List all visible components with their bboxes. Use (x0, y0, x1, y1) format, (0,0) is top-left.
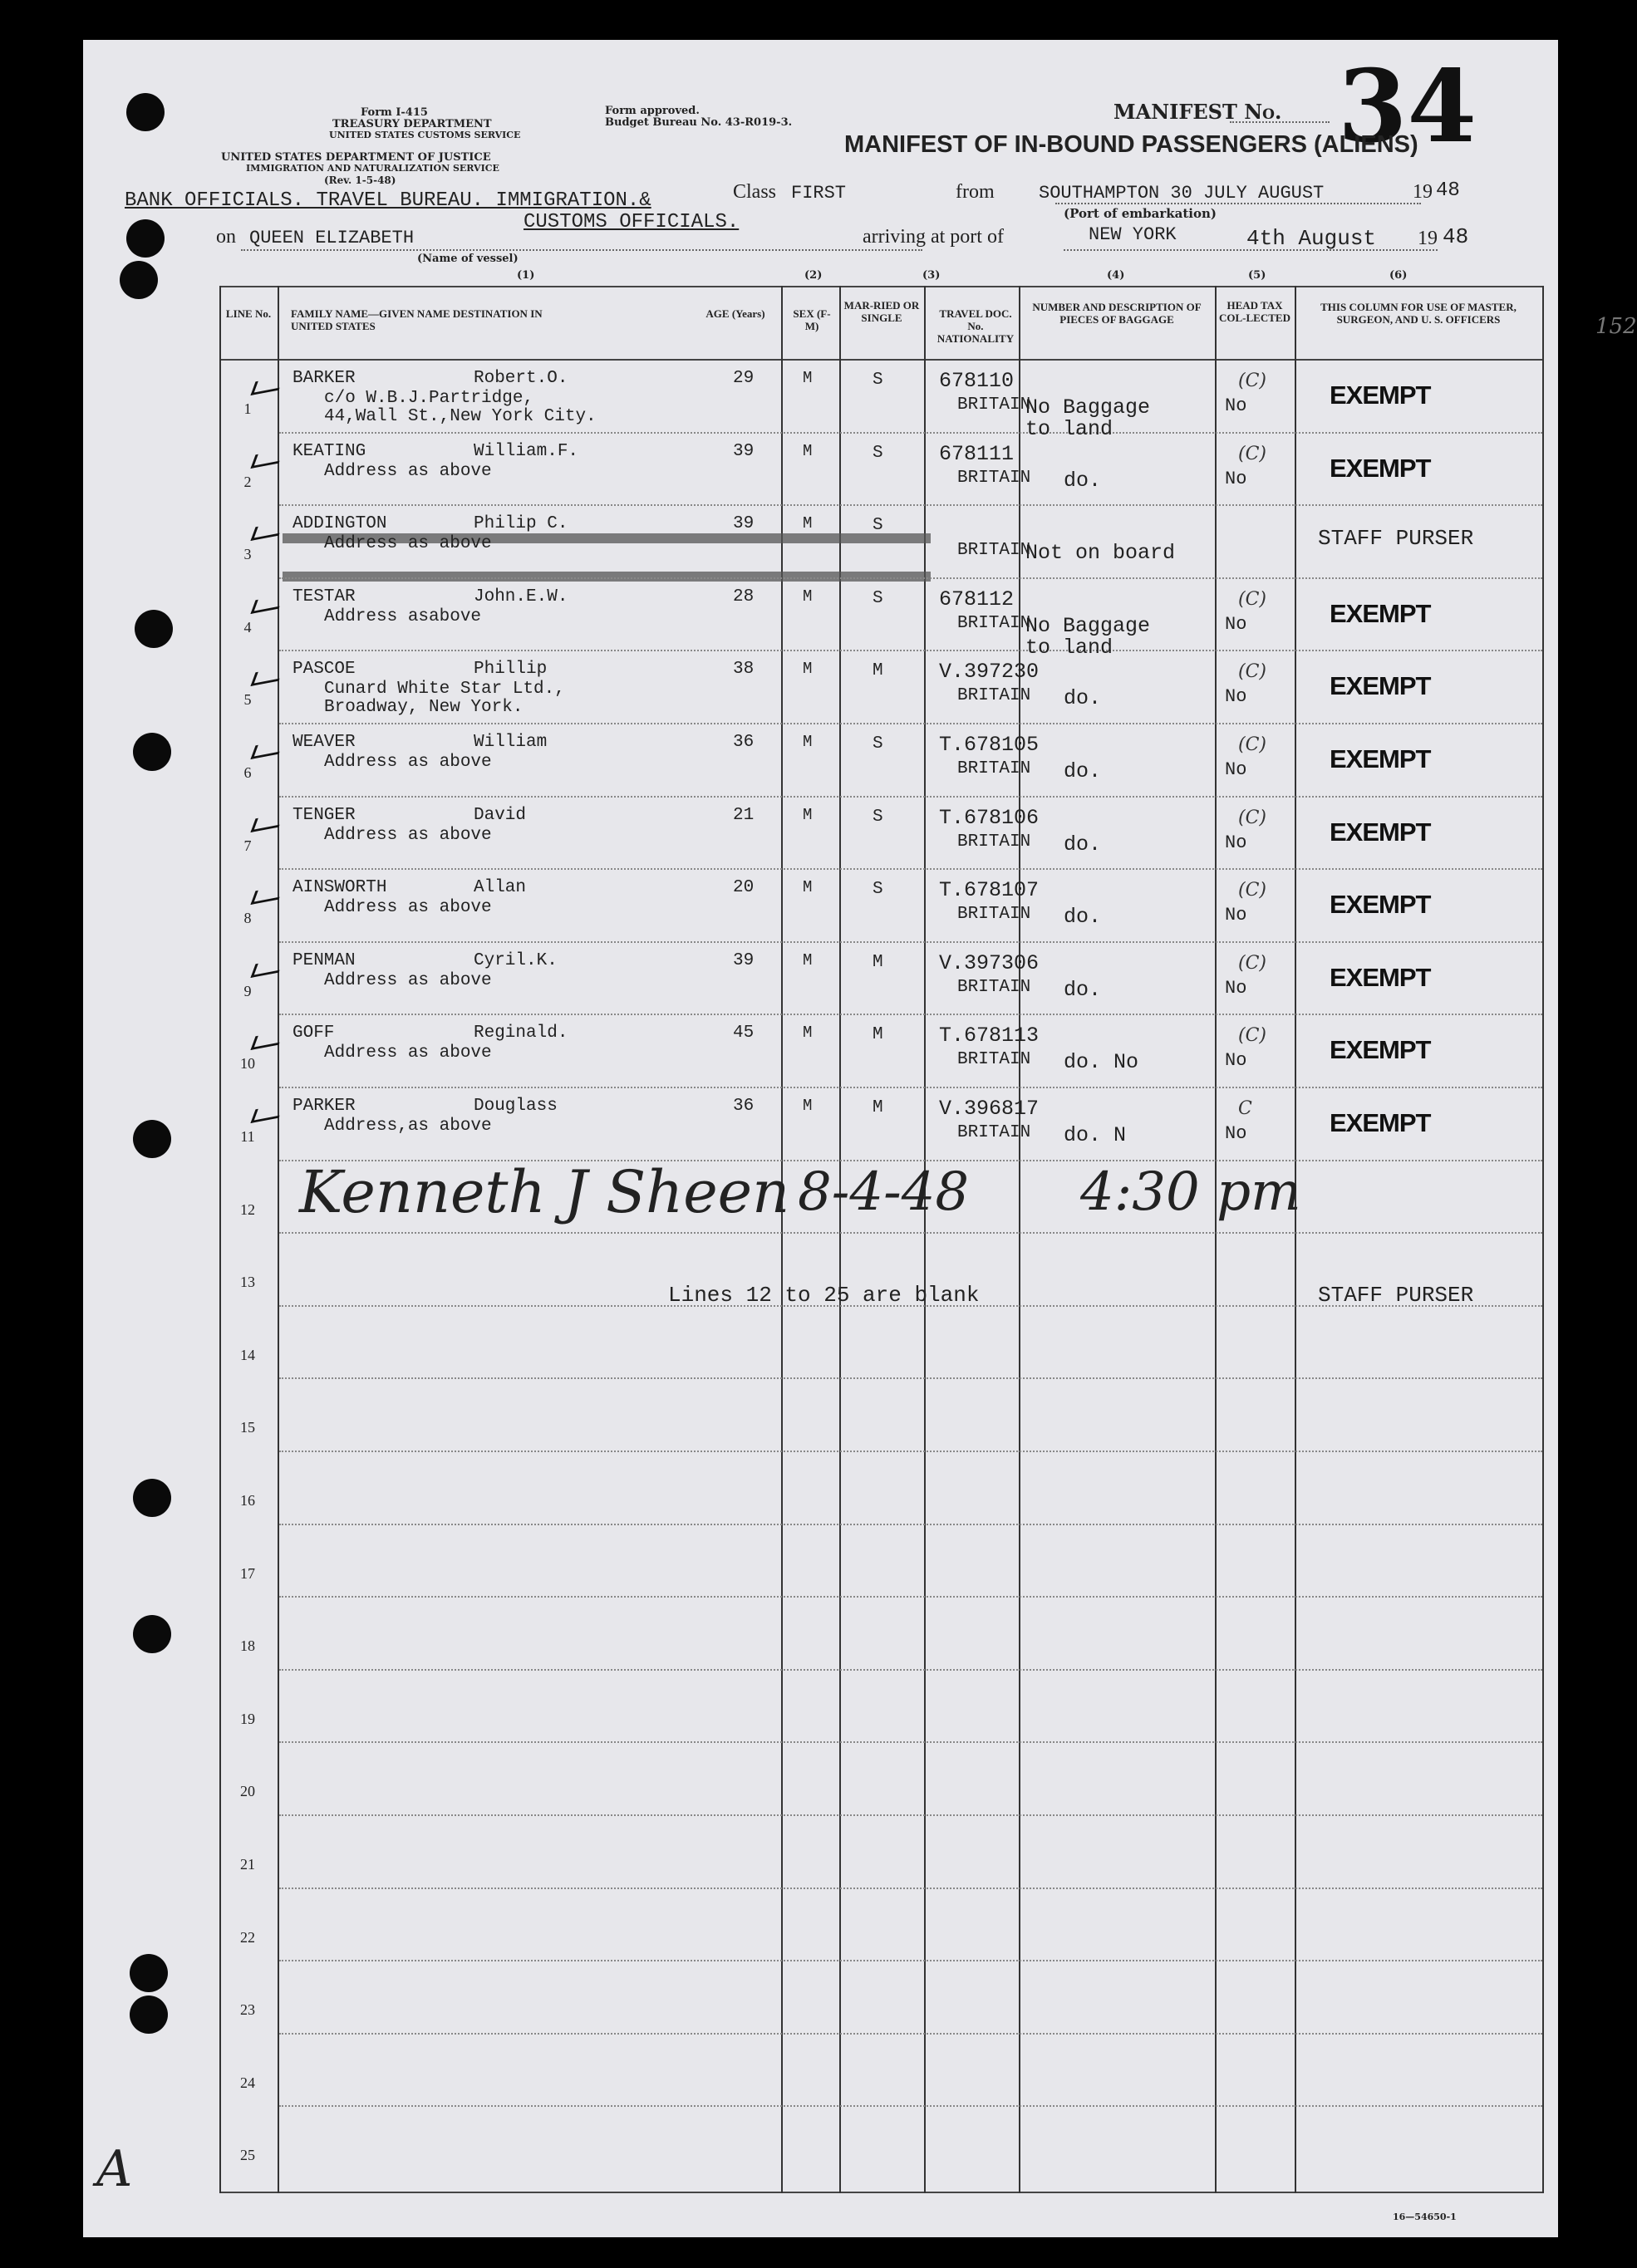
age: 36 (733, 733, 755, 752)
line-number: 7 (243, 837, 252, 854)
manifest-no-value: 34 (1338, 48, 1477, 165)
marital-status: M (873, 661, 883, 681)
line-number: 8 (243, 910, 252, 927)
address-line-1: Address as above (324, 753, 492, 772)
head-tax-mark: (C) (1238, 661, 1266, 683)
arrival-year-prefix: 19 (1418, 228, 1438, 249)
line-number: 18 (240, 1637, 255, 1655)
col-header-officers: THIS COLUMN FOR USE OF MASTER, SURGEON, AND U. S. OFFICERS (1320, 301, 1517, 326)
manifest-no-label: MANIFEST No. (1113, 100, 1282, 124)
officer-stamp: STAFF PURSER (1318, 526, 1474, 552)
col-line-7 (1295, 286, 1296, 2193)
line-number: 15 (240, 1419, 255, 1436)
line-number: 19 (240, 1710, 255, 1727)
baggage-desc-2: to land (1025, 417, 1113, 441)
binder-hole (120, 261, 158, 299)
row-separator (279, 1451, 1542, 1452)
officer-stamp: EXEMPT (1330, 671, 1431, 701)
address-line-2: Broadway, New York. (324, 698, 524, 718)
row-separator (279, 1377, 1542, 1379)
nationality: BRITAIN (957, 686, 1031, 706)
marital-status: S (873, 734, 883, 754)
col-number-5: (5) (1248, 269, 1266, 282)
officer-stamp: EXEMPT (1330, 1035, 1431, 1065)
head-tax-collected: No (1225, 832, 1247, 853)
col-line-8 (1542, 286, 1544, 2193)
head-tax-mark: (C) (1238, 443, 1266, 464)
head-tax-mark: C (1238, 1098, 1252, 1119)
head-tax-collected: No (1225, 759, 1247, 780)
marital-status: M (873, 1025, 883, 1045)
from-value: SOUTHAMPTON 30 JULY AUGUST (1039, 183, 1325, 204)
row-separator (279, 577, 1542, 579)
head-tax-collected: No (1225, 613, 1247, 635)
address-line-2: 44,Wall St.,New York City. (324, 407, 597, 426)
marital-status: M (873, 1098, 883, 1117)
line-number: 2 (243, 473, 252, 490)
binder-hole (126, 219, 165, 258)
family-name: TESTAR (292, 587, 356, 606)
row-separator (279, 2033, 1542, 2035)
row-separator (279, 1087, 1542, 1088)
class-value: FIRST (791, 183, 847, 204)
head-tax-mark: (C) (1238, 807, 1266, 828)
baggage-desc-2: to land (1025, 635, 1113, 660)
row-separator (279, 1960, 1542, 1961)
col-line-0 (219, 286, 221, 2193)
row-separator (279, 2105, 1542, 2107)
row-separator (279, 1160, 1542, 1161)
vessel-caption: (Name of vessel) (417, 253, 519, 265)
nationality: BRITAIN (957, 468, 1031, 488)
col-header-married: MAR-RIED OR SINGLE (843, 299, 920, 324)
officer-stamp: EXEMPT (1330, 1108, 1431, 1137)
line-number: 5 (243, 691, 252, 709)
family-name: WEAVER (292, 733, 356, 752)
sex: M (803, 514, 813, 533)
age: 28 (733, 587, 755, 606)
family-name: PASCOE (292, 660, 356, 680)
age: 39 (733, 950, 755, 970)
baggage-desc: do. N (1064, 1123, 1127, 1147)
family-name: PENMAN (292, 950, 356, 970)
from-year: 48 (1436, 179, 1460, 202)
row-separator (279, 1232, 1542, 1234)
signature-time: 4:30 pm (1080, 1161, 1301, 1223)
sex: M (803, 587, 813, 606)
line-number: 1 (243, 400, 252, 417)
officer-stamp: EXEMPT (1330, 962, 1431, 992)
line-number: 13 (240, 1274, 255, 1291)
manifest-page (83, 40, 1637, 2237)
from-line (1055, 203, 1421, 204)
line-number: 12 (240, 1200, 255, 1218)
given-name: Robert.O. (474, 369, 568, 388)
head-tax-collected: No (1225, 905, 1247, 926)
signature-date: 8-4-48 (798, 1161, 970, 1223)
group-line: BANK OFFICIALS. TRAVEL BUREAU. IMMIGRATION.& (125, 189, 651, 212)
address-line-1: Address asabove (324, 606, 482, 626)
given-name: Allan (474, 878, 527, 898)
age: 39 (733, 441, 755, 461)
officer-stamp: EXEMPT (1330, 598, 1431, 628)
baggage-desc: do. (1064, 905, 1102, 930)
row-separator (279, 1814, 1542, 1816)
head-tax-mark: (C) (1238, 952, 1266, 974)
officer-stamp: EXEMPT (1330, 380, 1431, 410)
arriving-label: arriving at port of (863, 226, 1004, 248)
line-number: 25 (240, 2147, 255, 2164)
line-number: 9 (243, 982, 252, 999)
sex: M (803, 1024, 813, 1043)
given-name: John.E.W. (474, 587, 568, 606)
from-label: from (956, 181, 995, 203)
row-separator (279, 1888, 1542, 1889)
head-tax-mark: (C) (1238, 880, 1266, 901)
row-separator (279, 1741, 1542, 1743)
table-bottom-border (219, 2192, 1544, 2193)
family-name: AINSWORTH (292, 878, 387, 898)
age: 29 (733, 369, 755, 388)
family-name: TENGER (292, 805, 356, 825)
nationality: BRITAIN (957, 613, 1031, 633)
port-embarkation-caption: (Port of embarkation) (1064, 206, 1217, 221)
given-name: Reginald. (474, 1024, 568, 1043)
marital-status: S (873, 807, 883, 827)
family-name: BARKER (292, 369, 356, 388)
nationality: BRITAIN (957, 832, 1031, 852)
from-year-prefix: 19 (1413, 181, 1433, 203)
ins-service: IMMIGRATION AND NATURALIZATION SERVICE (246, 163, 499, 174)
treasury-dept: TREASURY DEPARTMENT (332, 118, 492, 130)
footer-code: 16—54650-1 (1393, 2212, 1457, 2222)
binder-hole (130, 1954, 168, 1992)
age: 38 (733, 660, 755, 680)
travel-doc-number: 678110 (939, 369, 1015, 393)
address-line-1: c/o W.B.J.Partridge, (324, 389, 534, 408)
marital-status: S (873, 880, 883, 900)
travel-doc-number: V.397230 (939, 660, 1040, 685)
sex: M (803, 369, 813, 387)
given-name: Cyril.K. (474, 950, 558, 970)
binder-hole (130, 1996, 168, 2034)
nationality: BRITAIN (957, 905, 1031, 925)
sex: M (803, 660, 813, 679)
arrival-line (1064, 249, 1438, 251)
baggage-desc: do. (1064, 759, 1102, 783)
row-separator (279, 1014, 1542, 1015)
binder-hole (133, 1120, 171, 1158)
sex: M (803, 1097, 813, 1115)
baggage-desc: do. (1064, 468, 1102, 493)
baggage-desc: No Baggage (1025, 395, 1151, 420)
age: 36 (733, 1097, 755, 1116)
family-name: GOFF (292, 1024, 335, 1043)
age: 45 (733, 1024, 755, 1043)
col-line-1 (278, 286, 279, 2193)
col-header-sex: SEX (F-M) (793, 307, 831, 332)
line-number: 6 (243, 764, 252, 781)
col-number-4: (4) (1107, 269, 1125, 282)
sex: M (803, 733, 813, 751)
officer-stamp: EXEMPT (1330, 890, 1431, 920)
head-tax-collected: No (1225, 1123, 1247, 1144)
baggage-desc: No Baggage (1025, 613, 1151, 638)
blank-lines-note: Lines 12 to 25 are blank (668, 1283, 980, 1308)
vessel-name: QUEEN ELIZABETH (249, 228, 415, 248)
head-tax-mark: (C) (1238, 371, 1266, 391)
age: 39 (733, 514, 755, 534)
group-line-2: CUSTOMS OFFICIALS. (524, 211, 740, 233)
col-header-age: AGE (Years) (705, 307, 765, 320)
age: 21 (733, 805, 755, 825)
manifest-no-line (1230, 121, 1330, 123)
justice-dept: UNITED STATES DEPARTMENT OF JUSTICE (221, 151, 491, 164)
travel-doc-number: V.396817 (939, 1097, 1040, 1121)
col-number-6: (6) (1389, 269, 1408, 282)
col-header-baggage: NUMBER AND DESCRIPTION OF PIECES OF BAGGAGE (1032, 301, 1202, 326)
row-separator (279, 1596, 1542, 1598)
customs-service: UNITED STATES CUSTOMS SERVICE (329, 130, 521, 140)
sex: M (803, 805, 813, 824)
nationality: BRITAIN (957, 977, 1031, 997)
col-number-3: (3) (922, 269, 941, 282)
given-name: William (474, 733, 548, 752)
staff-purser: STAFF PURSER (1318, 1283, 1474, 1308)
family-name: PARKER (292, 1097, 356, 1116)
revision-date: (Rev. 1-5-48) (324, 174, 396, 186)
baggage-desc: do. (1064, 832, 1102, 857)
given-name: David (474, 805, 527, 825)
head-tax-mark: (C) (1238, 588, 1266, 610)
col-header-line-no: LINE No. (225, 307, 272, 320)
table-top-border (219, 286, 1544, 287)
row-separator (279, 868, 1542, 870)
manifest-title: MANIFEST OF IN-BOUND PASSENGERS (ALIENS) (844, 131, 1418, 158)
line-number: 21 (240, 1856, 255, 1873)
head-tax-mark: (C) (1238, 734, 1266, 755)
binder-hole (133, 733, 171, 771)
line-number: 14 (240, 1346, 255, 1363)
line-number: 10 (240, 1055, 255, 1073)
travel-doc-number: T.678113 (939, 1024, 1040, 1048)
marital-status: S (873, 443, 883, 463)
col-number-1: (1) (517, 269, 535, 282)
address-line-1: Address as above (324, 461, 492, 481)
form-approved: Form approved. (605, 105, 700, 117)
address-line-1: Address,as above (324, 1117, 492, 1136)
row-separator (279, 504, 1542, 506)
line-number: 11 (240, 1128, 255, 1145)
col-header-travel-doc: TRAVEL DOC. No. NATIONALITY (936, 307, 1015, 345)
nationality: BRITAIN (957, 759, 1031, 778)
head-tax-collected: No (1225, 395, 1247, 416)
address-line-1: Address as above (324, 970, 492, 990)
binder-hole (133, 1479, 171, 1517)
given-name: William.F. (474, 441, 579, 461)
travel-doc-number: 678112 (939, 587, 1015, 611)
marital-status: M (873, 952, 883, 972)
row-separator (279, 796, 1542, 798)
binder-hole (135, 610, 173, 648)
line-number: 3 (243, 546, 252, 563)
sex: M (803, 950, 813, 970)
address-line-1: Address as above (324, 534, 492, 554)
margin-note: A (96, 2140, 133, 2198)
row-separator (279, 1305, 1542, 1307)
line-number: 23 (240, 2001, 255, 2019)
col-number-2: (2) (804, 269, 823, 282)
address-line-1: Address as above (324, 898, 492, 918)
row-separator (279, 432, 1542, 434)
address-line-1: Cunard White Star Ltd., (324, 680, 565, 700)
head-tax-collected: No (1225, 686, 1247, 708)
col-line-5 (1019, 286, 1020, 2193)
col-header-name: FAMILY NAME—GIVEN NAME DESTINATION IN UNITED STATES (291, 307, 543, 332)
form-number: Form I-415 (361, 106, 428, 119)
vessel-line (241, 249, 922, 251)
head-tax-mark: (C) (1238, 1025, 1266, 1047)
travel-doc-number: T.678105 (939, 733, 1040, 757)
arrival-year: 48 (1443, 224, 1469, 249)
row-separator (279, 723, 1542, 724)
line-number: 16 (240, 1492, 255, 1509)
binder-hole (126, 93, 165, 131)
family-name: KEATING (292, 441, 366, 461)
age: 20 (733, 878, 755, 898)
travel-doc-number: T.678107 (939, 878, 1040, 903)
given-name: Philip C. (474, 514, 568, 534)
travel-doc-number: V.397306 (939, 950, 1040, 975)
head-tax-collected: No (1225, 468, 1247, 489)
col-line-6 (1215, 286, 1217, 2193)
line-number: 24 (240, 2074, 255, 2091)
travel-doc-number: T.678106 (939, 805, 1040, 830)
officer-stamp: EXEMPT (1330, 817, 1431, 847)
binder-hole (133, 1615, 171, 1653)
family-name: ADDINGTON (292, 514, 387, 534)
on-label: on (216, 226, 236, 248)
line-number: 17 (240, 1564, 255, 1582)
marital-status: S (873, 516, 883, 536)
marital-status: S (873, 371, 883, 390)
address-line-1: Address as above (324, 1043, 492, 1063)
address-line-1: Address as above (324, 825, 492, 845)
line-number: 4 (243, 618, 252, 636)
arrival-port: NEW YORK (1089, 224, 1177, 245)
marital-status: S (873, 588, 883, 608)
given-name: Phillip (474, 660, 548, 680)
baggage-desc: do. (1064, 977, 1102, 1002)
line-number: 20 (240, 1783, 255, 1800)
row-separator (279, 650, 1542, 651)
officer-stamp: EXEMPT (1330, 453, 1431, 483)
sex: M (803, 878, 813, 897)
col-header-head-tax: HEAD TAX COL-LECTED (1219, 299, 1290, 324)
header-bottom-border (219, 359, 1544, 361)
row-separator (279, 1669, 1542, 1671)
travel-doc-number: 678111 (939, 441, 1015, 466)
head-tax-collected: No (1225, 977, 1247, 999)
page-count: 152 (1595, 314, 1637, 339)
arrival-date: 4th August (1246, 226, 1377, 251)
row-separator (279, 1524, 1542, 1525)
budget-bureau: Budget Bureau No. 43-R019-3. (605, 116, 793, 129)
nationality: BRITAIN (957, 395, 1031, 415)
sex: M (803, 441, 813, 460)
nationality: BRITAIN (957, 541, 1031, 561)
baggage-desc: Not on board (1025, 541, 1176, 566)
row-separator (279, 941, 1542, 943)
head-tax-collected: No (1225, 1050, 1247, 1072)
class-label: Class (733, 181, 777, 203)
nationality: BRITAIN (957, 1123, 1031, 1142)
baggage-desc: do. No (1064, 1050, 1139, 1075)
baggage-desc: do. (1064, 686, 1102, 711)
nationality: BRITAIN (957, 1050, 1031, 1070)
given-name: Douglass (474, 1097, 558, 1116)
signature-name: Kenneth J Sheen (299, 1158, 790, 1226)
officer-stamp: EXEMPT (1330, 744, 1431, 773)
line-number: 22 (240, 1928, 255, 1946)
